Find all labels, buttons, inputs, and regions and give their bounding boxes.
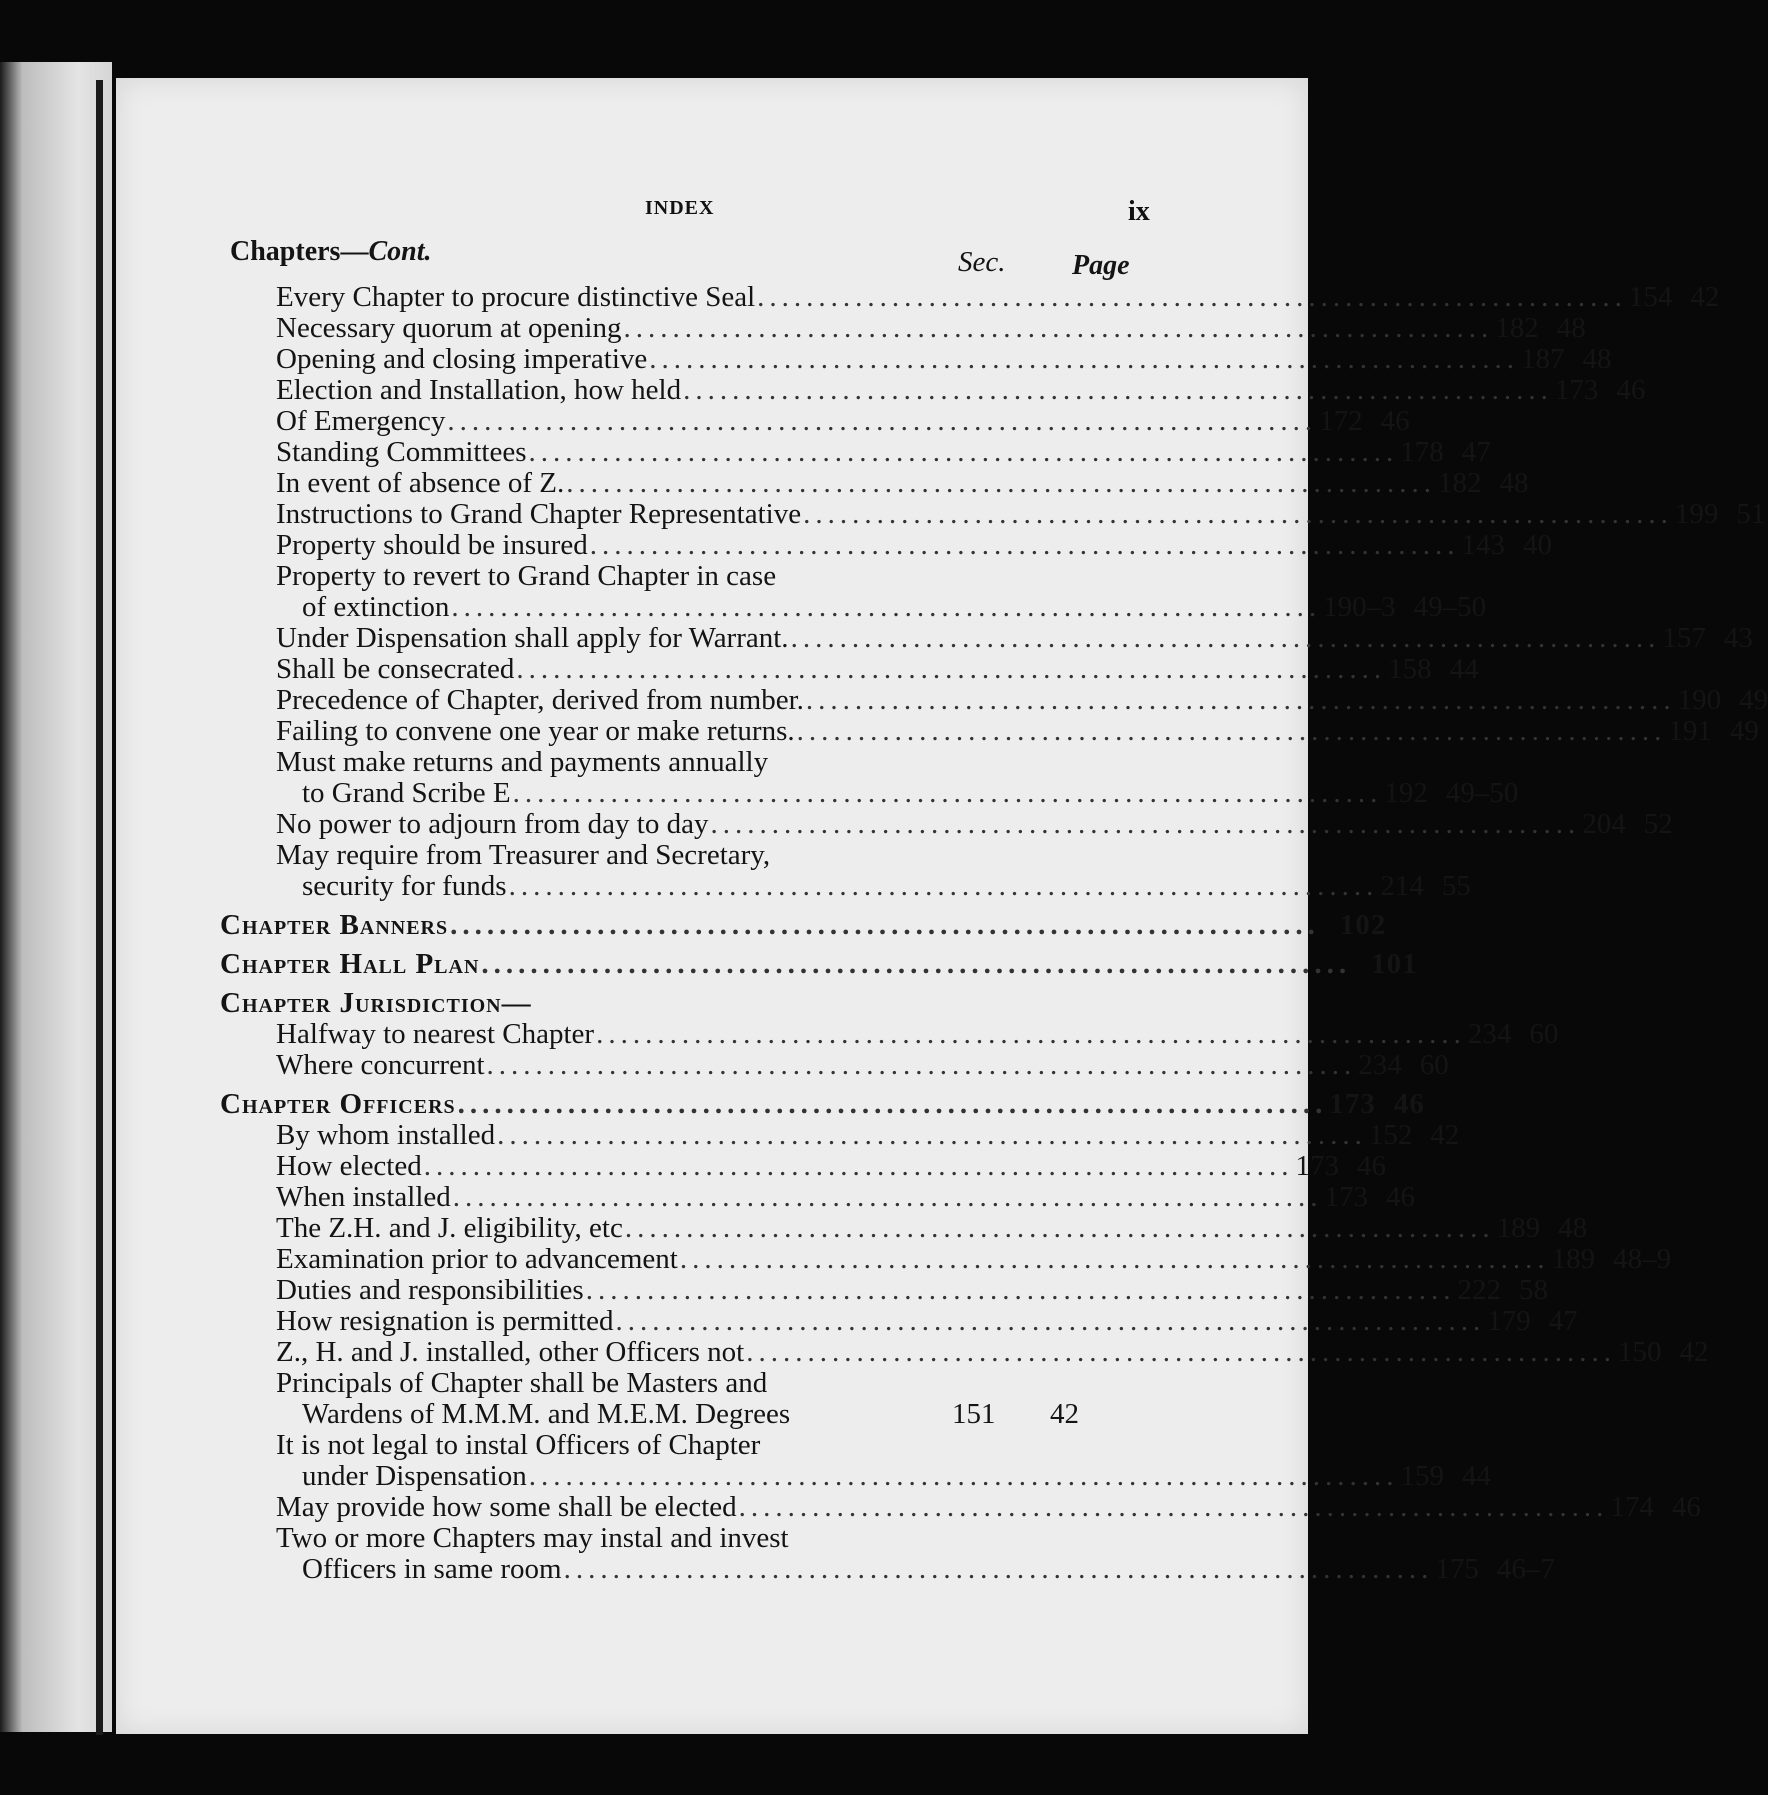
index-entry: Two or more Chapters may instal and invest Officers in same room ....................................................................... 175 46–7 — [276, 1522, 1555, 1585]
index-entry: Principals of Chapter shall be Masters and Wardens of M.M.M. and M.E.M. Degrees 151 42 — [276, 1367, 1079, 1430]
index-entry: How elected ....................................................................... 173 46 — [276, 1150, 1386, 1182]
jurisdiction-entries — [210, 1018, 1559, 1081]
column-headers — [210, 236, 1170, 282]
page-column-header: Page — [1072, 250, 1130, 281]
running-title: INDEX — [645, 197, 715, 219]
index-heading-officers: Chapter Officers ....................................................................... 173 46 — [220, 1088, 1425, 1120]
index-heading-hall-plan: Chapter Hall Plan ....................................................................... 101 — [220, 948, 1418, 980]
index-entry: By whom installed ....................................................................... 152 42 — [276, 1119, 1460, 1151]
index-entry: Property should be insured ....................................................................... 143 40 — [276, 529, 1552, 561]
index-entry: May provide how some shall be elected ....................................................................... 174 46 — [276, 1491, 1701, 1523]
index-heading-jurisdiction: Chapter Jurisdiction— — [220, 987, 532, 1019]
index-entry: Precedence of Chapter, derived from number. ....................................................................... 190 49 — [276, 684, 1768, 716]
index-entry: When installed ....................................................................... 173 46 — [276, 1181, 1416, 1213]
index-entry: Z., H. and J. installed, other Officers not ....................................................................... 150 42 — [276, 1336, 1709, 1368]
index-entry: In event of absence of Z. ....................................................................... 182 48 — [276, 467, 1529, 499]
index-entry: It is not legal to instal Officers of Chapter under Dispensation ....................................................................... 159 44 — [276, 1429, 1491, 1492]
index-entry: Duties and responsibilities ....................................................................... 222 58 — [276, 1274, 1548, 1306]
index-entry: Failing to convene one year or make returns. ....................................................................... 191 49 — [276, 715, 1759, 747]
index-entry: Election and Installation, how held ....................................................................... 173 46 — [276, 374, 1646, 406]
index-entry: Must make returns and payments annually to Grand Scribe E ....................................................................... 192 49–50 — [276, 746, 1519, 809]
main-heading: Chapters—Cont. — [230, 236, 432, 267]
page-number: ix — [1128, 196, 1150, 227]
index-entry: Every Chapter to procure distinctive Seal ....................................................................... 154 42 — [276, 281, 1720, 313]
chapters-entries — [210, 281, 1766, 561]
index-entry: Instructions to Grand Chapter Representative ....................................................................... 199 51 — [276, 498, 1766, 530]
index-entry: Standing Committees ....................................................................... 178 47 — [276, 436, 1491, 468]
index-entry: Property to revert to Grand Chapter in case of extinction ....................................................................... 190–3 49–50 — [276, 560, 1487, 623]
index-entry: Where concurrent ....................................................................... 234 60 — [276, 1049, 1449, 1081]
index-entry: Examination prior to advancement ....................................................................... 189 48–9 — [276, 1243, 1672, 1275]
index-entry: Of Emergency ....................................................................... 172 46 — [276, 405, 1410, 437]
index-entry: Halfway to nearest Chapter ....................................................................... 234 60 — [276, 1018, 1559, 1050]
officers-entries — [210, 1119, 1709, 1368]
index-entry: Shall be consecrated ....................................................................... 158 44 — [276, 653, 1479, 685]
sec-column-header: Sec. — [958, 246, 1006, 278]
index-entry: Under Dispensation shall apply for Warrant. ....................................................................... 157 43 — [276, 622, 1753, 654]
index-entry: Necessary quorum at opening ....................................................................... 182 48 — [276, 312, 1586, 344]
index-entry: The Z.H. and J. eligibility, etc ....................................................................... 189 48 — [276, 1212, 1588, 1244]
index-entry: Opening and closing imperative ....................................................................... 187 48 — [276, 343, 1612, 375]
index-entry: May require from Treasurer and Secretary, security for funds ....................................................................... 214 55 — [276, 839, 1471, 902]
chapters-entries-2 — [210, 622, 1768, 747]
book-gutter — [96, 80, 103, 1735]
index-entry: No power to adjourn from day to day ....................................................................... 204 52 — [276, 808, 1673, 840]
index-list — [210, 236, 1768, 1585]
index-heading-banners: Chapter Banners ....................................................................... 102 — [220, 909, 1387, 941]
index-entry: How resignation is permitted ....................................................................... 179 47 — [276, 1305, 1578, 1337]
